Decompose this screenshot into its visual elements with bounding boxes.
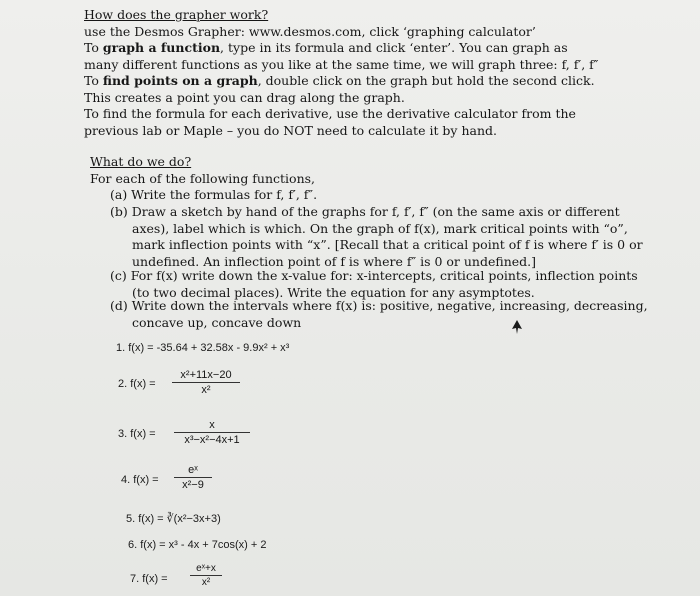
function-5: 5. f(x) = ∛(x²−3x+3)	[126, 513, 221, 525]
grapher-heading: How does the grapher work?	[84, 7, 269, 22]
function-3-denominator: x³−x²−4x+1	[184, 434, 240, 446]
graph-bold: graph a function	[102, 40, 221, 55]
tasks-block	[90, 154, 635, 187]
function-6: 6. f(x) = x³ - 4x + 7cos(x) + 2	[128, 539, 267, 551]
task-a: (a) Write the formulas for f, f′, f″.	[110, 187, 318, 202]
instructions-block	[84, 7, 604, 139]
find-pre: To	[84, 73, 103, 88]
tasks-heading: What do we do?	[90, 154, 192, 169]
function-7-label: 7. f(x) =	[130, 573, 168, 585]
function-4-denominator: x²−9	[182, 479, 204, 491]
function-2-numerator: x²+11x−20	[180, 369, 232, 381]
function-4-fraction	[174, 464, 212, 491]
graph-pre: To	[84, 40, 103, 55]
function-4-numerator: eˣ	[188, 464, 198, 476]
function-2-fraction	[172, 369, 240, 396]
tasks-intro: For each of the following functions,	[90, 170, 316, 186]
task-c: (c) For f(x) write down the x-value for: x-intercepts, critical points, inflection points (to two decimal places). Write the equation for any asymptotes.	[110, 268, 638, 300]
task-b: (b) Draw a sketch by hand of the graphs for f, f′, f″ (on the same axis or different axes), label which is which. On the graph of f(x), mark critical points with “o”, mark inflection points with “x”. [Recall that a critical point of f is where f′ is 0 or undefined. An inflection point of f is where f″ is 0 or undefined.]	[110, 204, 643, 269]
function-3-numerator: x	[209, 419, 215, 431]
function-3-fraction	[174, 419, 250, 446]
function-4-label: 4. f(x) =	[121, 474, 159, 486]
function-3-label: 3. f(x) =	[118, 428, 156, 440]
graph-post: , type in its formula and click ‘enter’. You can graph as many different functions as you like at the same time, we will graph three: f, f′, f″	[84, 40, 599, 72]
function-1: 1. f(x) = -35.64 + 32.58x - 9.9x² + x³	[116, 342, 290, 354]
function-2-denominator: x²	[201, 384, 211, 396]
derivative-line: To find the formula for each derivative, use the derivative calculator from the previous lab or Maple – you do NOT need to calculate it by hand.	[84, 106, 576, 138]
function-7-fraction	[190, 563, 222, 588]
function-2-label: 2. f(x) =	[118, 378, 156, 390]
find-post: , double click on the graph but hold the second click. This creates a point you can drag along the graph.	[84, 73, 595, 105]
mouse-cursor-icon	[511, 320, 523, 334]
task-d: (d) Write down the intervals where f(x) is: positive, negative, increasing, decreasing, concave up, concave down	[110, 298, 648, 330]
desmos-line: use the Desmos Grapher: www.desmos.com, click ‘graphing calculator’	[84, 23, 536, 39]
function-7-denominator: x²	[201, 577, 211, 588]
find-bold: find points on a graph	[102, 73, 258, 88]
function-7-numerator: eˣ+x	[196, 563, 216, 574]
